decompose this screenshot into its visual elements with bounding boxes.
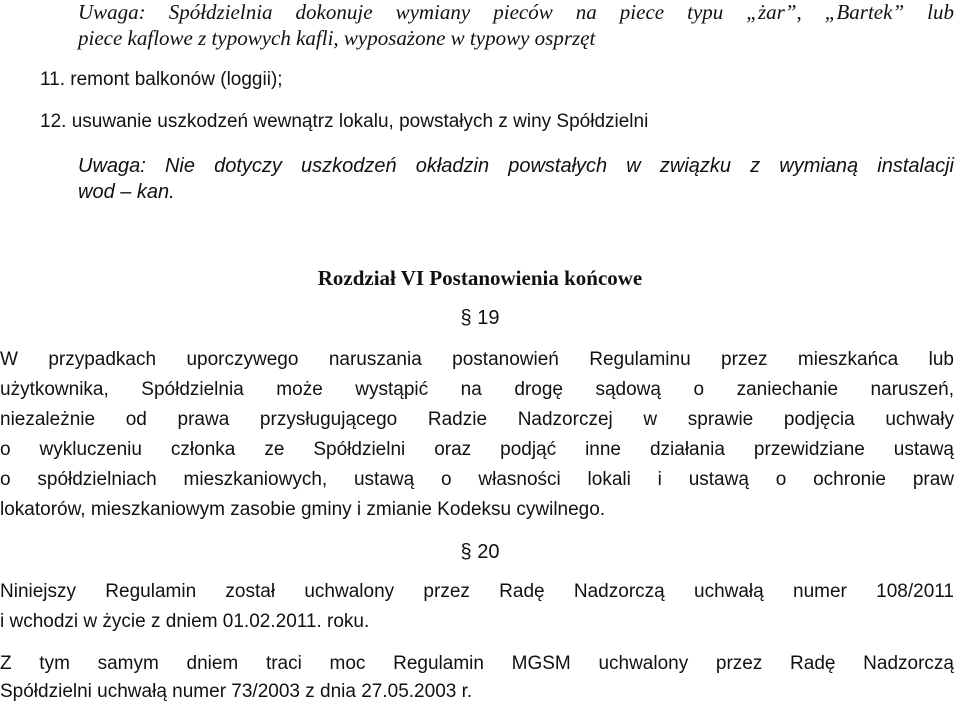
paragraph-line: W przypadkach uporczywego naruszania postanowień Regulaminu przez mieszkańca lub (0, 349, 954, 370)
paragraph-line: o spółdzielniach mieszkaniowych, ustawą o własności lokali i ustawą o ochronie praw (0, 469, 954, 490)
list-item: 12. usuwanie uszkodzeń wewnątrz lokalu, powstałych z winy Spółdzielni (40, 111, 649, 132)
paragraph-line: niezależnie od prawa przysługującego Radzie Nadzorczej w sprawie podjęcia uchwały (0, 409, 954, 430)
note-line: piece kaflowe z typowych kafli, wyposażone w typowy osprzęt (78, 26, 596, 50)
section-heading: § 20 (460, 541, 500, 563)
note-line: Uwaga: Nie dotyczy uszkodzeń okładzin powstałych w związku z wymianą instalacji (78, 155, 954, 177)
section-heading: § 19 (460, 307, 500, 329)
paragraph-line: Niniejszy Regulamin został uchwalony przez Radę Nadzorczą uchwałą numer 108/2011 (0, 581, 954, 602)
paragraph-line: o wykluczeniu członka ze Spółdzielni oraz podjąć inne działania przewidziane ustawą (0, 439, 954, 460)
paragraph-line: lokatorów, mieszkaniowym zasobie gminy i zmianie Kodeksu cywilnego. (0, 499, 606, 520)
chapter-title: Rozdział VI Postanowienia końcowe (317, 266, 643, 290)
note-line: Uwaga: Spółdzielnia dokonuje wymiany pieców na piece typu „żar”, „Bartek” lub (78, 0, 954, 24)
paragraph-line: Spółdzielni uchwałą numer 73/2003 z dnia 27.05.2003 r. (0, 681, 473, 702)
paragraph-line: użytkownika, Spółdzielnia może wystąpić na drogę sądową o zaniechanie naruszeń, (0, 379, 954, 400)
list-item: 11. remont balkonów (loggii); (40, 69, 283, 90)
note-line: wod – kan. (78, 181, 175, 203)
paragraph-line: i wchodzi w życie z dniem 01.02.2011. roku. (0, 611, 370, 632)
paragraph-line: Z tym samym dniem traci moc Regulamin MGSM uchwalony przez Radę Nadzorczą (0, 653, 954, 674)
